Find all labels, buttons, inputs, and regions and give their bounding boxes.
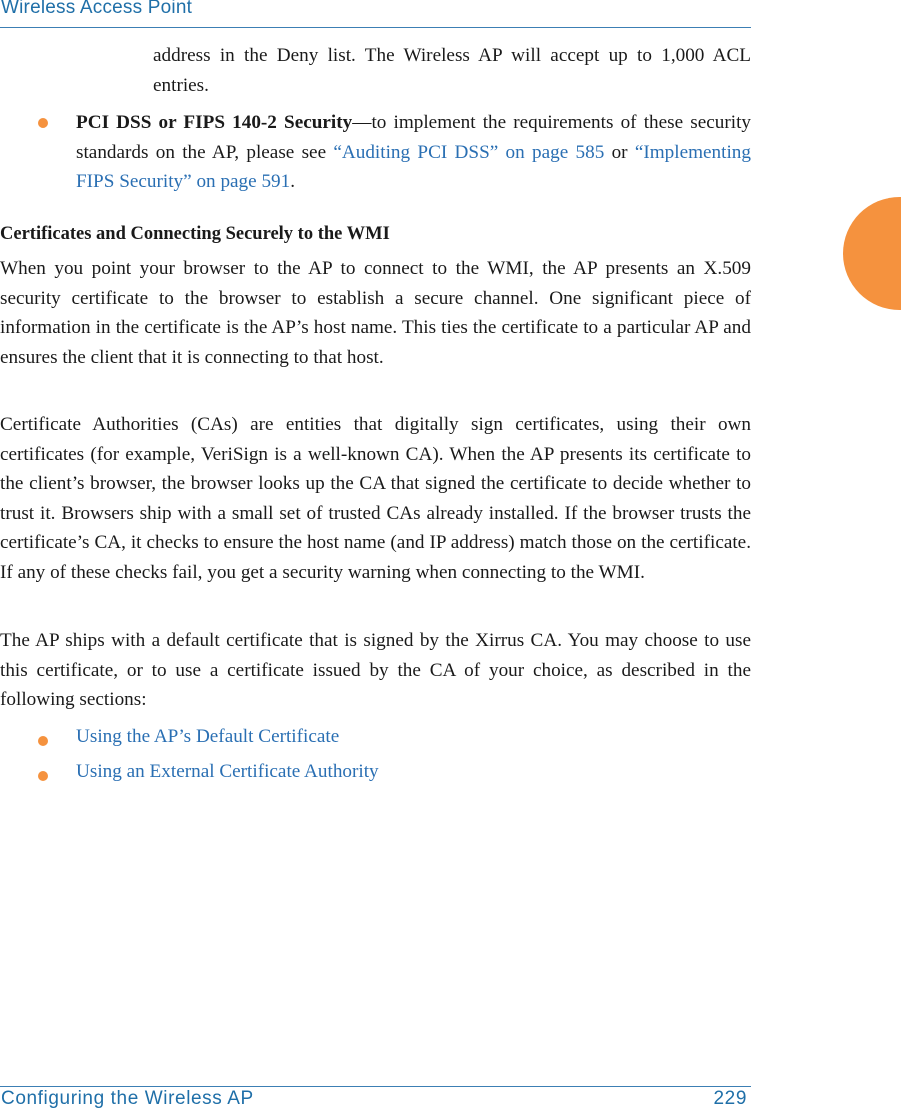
paragraph-3: The AP ships with a default certificate that is signed by the Xirrus CA. You may choose to use this certificate, or to use a certificate issued by the CA of your choice, as described in the following sections: <box>0 630 751 711</box>
bullet-icon <box>38 771 48 781</box>
pci-fips-text: —to implement the requirements of these security standards on the AP, please see <box>76 112 751 163</box>
footer-section-title: Configuring the Wireless AP <box>1 1088 254 1109</box>
pci-fips-label: PCI DSS or FIPS 140-2 Security <box>76 112 353 133</box>
implementing-fips-link[interactable]: “Implementing FIPS Security” on page 591 <box>76 141 751 193</box>
page-number: 229 <box>713 1088 747 1109</box>
pci-fips-end: . <box>290 171 296 193</box>
paragraph-1: When you point your browser to the AP to connect to the WMI, the AP presents an X.509 security certificate to the browser to establish a secure channel. One significant piece of information in the certificate is the AP’s host name. This ties the certificate to a particular AP and ensures the client that it is connecting to that host. <box>0 258 751 368</box>
bullet-icon <box>38 118 48 128</box>
chapter-tab-marker <box>843 197 901 310</box>
running-header: Wireless Access Point <box>1 0 193 18</box>
section-heading: Certificates and Connecting Securely to the WMI <box>0 224 390 244</box>
pci-fips-between: or <box>604 141 635 163</box>
bullet-icon <box>38 736 48 746</box>
pci-fips-bullet <box>76 108 751 197</box>
auditing-pci-dss-link[interactable]: “Auditing PCI DSS” on page 585 <box>333 141 605 163</box>
default-certificate-link[interactable]: Using the AP’s Default Certificate <box>76 726 340 747</box>
footer-rule <box>0 1086 751 1087</box>
external-ca-link[interactable]: Using an External Certificate Authority <box>76 761 379 782</box>
intro-continuation: address in the Deny list. The Wireless AP will accept up to 1,000 ACL entries. <box>153 45 751 96</box>
header-rule <box>0 27 751 28</box>
page-footer <box>1 1088 747 1110</box>
paragraph-2: Certificate Authorities (CAs) are entities that digitally sign certificates, using their own certificates (for example, VeriSign is a well-known CA). When the AP presents its certificate to the client’s browser, the browser looks up the CA that signed the certificate to decide whether to trust it. Browsers ship with a small set of trusted CAs already installed. If the browser trusts the certificate’s CA, it checks to ensure the host name (and IP address) match those on the certificate. If any of these checks fail, you get a security warning when connecting to the WMI. <box>0 414 751 583</box>
